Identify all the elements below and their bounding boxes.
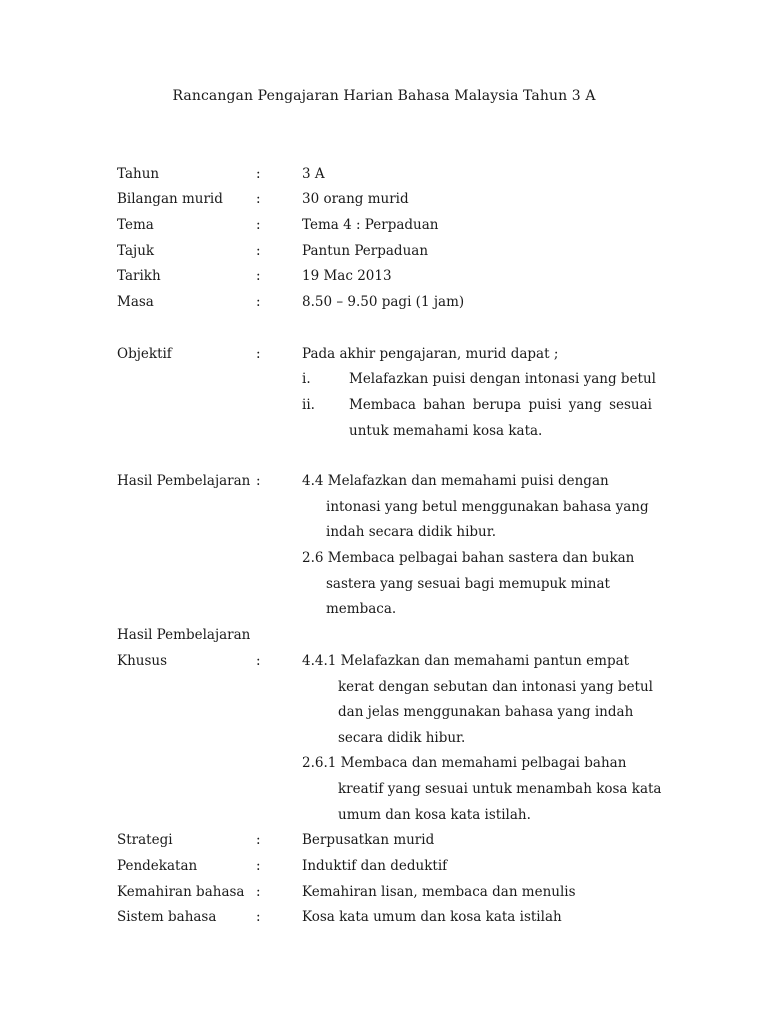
hasil-khusus-item-line: kreatif yang sesuai untuk menambah kosa kata	[338, 781, 662, 797]
info-label: Sistem bahasa	[117, 909, 217, 925]
hasil-item-line: 4.4 Melafazkan dan memahami puisi dengan	[302, 473, 609, 489]
info-value: 8.50 – 9.50 pagi (1 jam)	[302, 294, 465, 310]
hasil-khusus-label-line: Hasil Pembelajaran	[117, 627, 251, 643]
objektif-item-number: ii.	[302, 397, 315, 413]
colon: :	[256, 884, 261, 900]
info-label: Bilangan murid	[117, 191, 223, 207]
info-label: Masa	[117, 294, 154, 310]
objektif-item-text: Melafazkan puisi dengan intonasi yang betul	[349, 371, 656, 387]
info-row-tema	[0, 215, 768, 235]
info-row-pendekatan	[0, 856, 768, 876]
objektif-item-number: i.	[302, 371, 311, 387]
info-value: Induktif dan deduktif	[302, 858, 448, 874]
hasil-khusus-row	[0, 651, 768, 671]
info-label: Tahun	[117, 166, 160, 182]
colon: :	[256, 191, 261, 207]
info-row-kemahiran-bahasa	[0, 882, 768, 902]
info-label: Tema	[117, 217, 154, 233]
objektif-item-line: Membaca bahan berupa puisi yang sesuai	[349, 397, 652, 413]
hasil-khusus-item-line: kerat dengan sebutan dan intonasi yang betul	[338, 679, 653, 695]
objektif-item-line: untuk memahami kosa kata.	[349, 423, 543, 439]
info-label: Tajuk	[117, 243, 155, 259]
objektif-intro: Pada akhir pengajaran, murid dapat ;	[302, 346, 559, 362]
info-row-tahun	[0, 164, 768, 184]
hasil-khusus-item-line: umum dan kosa kata istilah.	[338, 807, 531, 823]
hasil-khusus-item-line: dan jelas menggunakan bahasa yang indah	[338, 704, 634, 720]
objektif-item-text	[349, 395, 652, 415]
colon: :	[256, 217, 261, 233]
objektif-item-continued	[0, 421, 768, 441]
objektif-row	[0, 344, 768, 364]
info-value: Berpusatkan murid	[302, 832, 435, 848]
colon: :	[256, 653, 261, 669]
info-label: Pendekatan	[117, 858, 198, 874]
hasil-pembelajaran-label: Hasil Pembelajaran	[117, 473, 251, 489]
hasil-khusus-item-line: 4.4.1 Melafazkan dan memahami pantun empat	[302, 653, 630, 669]
info-value: 19 Mac 2013	[302, 268, 392, 284]
hasil-item-line: intonasi yang betul menggunakan bahasa yang	[326, 499, 649, 515]
info-value: Kosa kata umum dan kosa kata istilah	[302, 909, 562, 925]
colon: :	[256, 268, 261, 284]
info-value: 30 orang murid	[302, 191, 409, 207]
info-label: Strategi	[117, 832, 173, 848]
info-label: Tarikh	[117, 268, 161, 284]
hasil-item-line: membaca.	[326, 601, 397, 617]
colon: :	[256, 473, 261, 489]
colon: :	[256, 294, 261, 310]
document-title: Rancangan Pengajaran Harian Bahasa Malaysia Tahun 3 A	[172, 88, 596, 104]
info-row-masa	[0, 292, 768, 312]
objektif-item	[0, 395, 768, 415]
info-value: Tema 4 : Perpaduan	[302, 217, 439, 233]
hasil-khusus-item-line: 2.6.1 Membaca dan memahami pelbagai bahan	[302, 755, 627, 771]
info-value: 3 A	[302, 166, 325, 182]
info-row-tarikh	[0, 266, 768, 286]
hasil-pembelajaran-row	[0, 471, 768, 491]
info-row-strategi	[0, 830, 768, 850]
colon: :	[256, 243, 261, 259]
info-row-tajuk	[0, 241, 768, 261]
info-value: Pantun Perpaduan	[302, 243, 429, 259]
info-label: Kemahiran bahasa	[117, 884, 245, 900]
hasil-khusus-item-line: secara didik hibur.	[338, 730, 466, 746]
info-row-bilangan-murid	[0, 189, 768, 209]
hasil-item-line: 2.6 Membaca pelbagai bahan sastera dan bukan	[302, 550, 635, 566]
info-value: Kemahiran lisan, membaca dan menulis	[302, 884, 576, 900]
objektif-item	[0, 369, 768, 389]
hasil-item-line: indah secara didik hibur.	[326, 524, 497, 540]
colon: :	[256, 166, 261, 182]
colon: :	[256, 832, 261, 848]
hasil-khusus-label-line: Khusus	[117, 653, 168, 669]
colon: :	[256, 346, 261, 362]
colon: :	[256, 909, 261, 925]
info-row-sistem-bahasa	[0, 907, 768, 927]
colon: :	[256, 858, 261, 874]
hasil-item-line: sastera yang sesuai bagi memupuk minat	[326, 576, 610, 592]
objektif-label: Objektif	[117, 346, 172, 362]
